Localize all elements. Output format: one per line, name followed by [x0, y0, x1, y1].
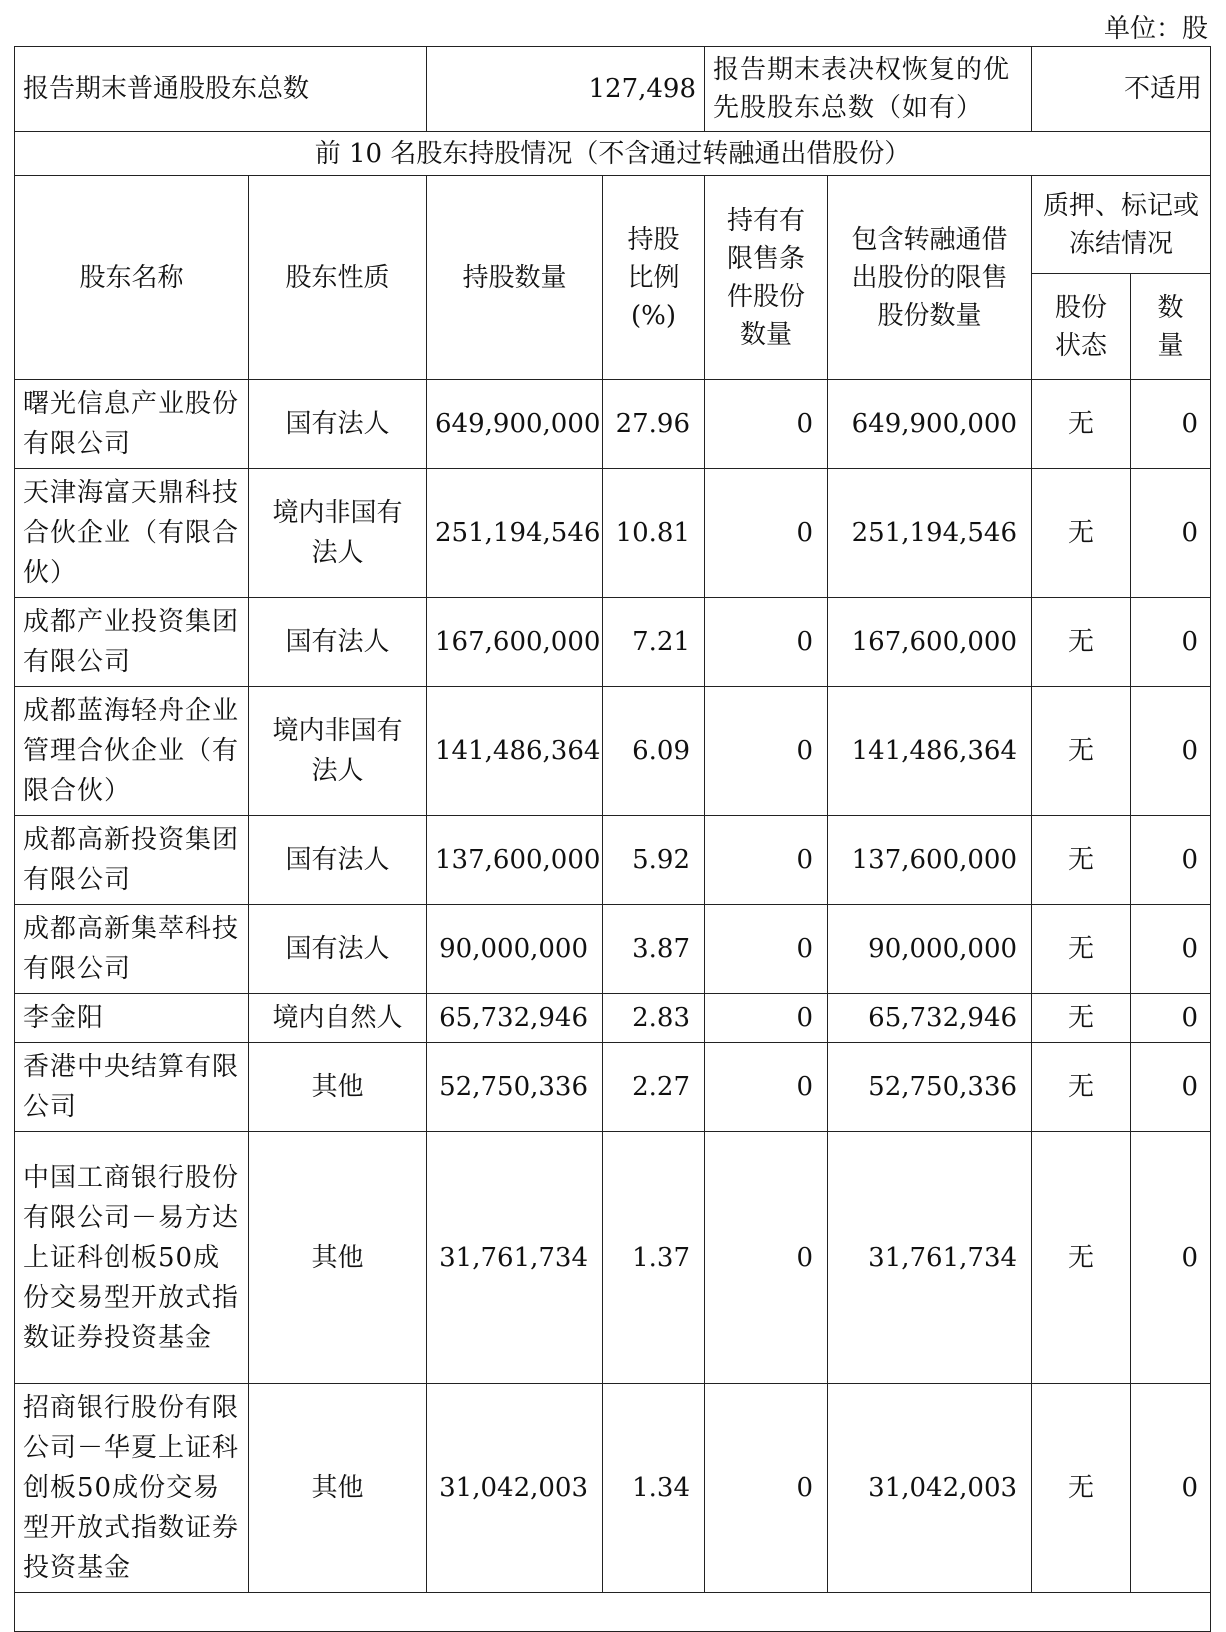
restricted-shares: 0	[705, 1043, 828, 1132]
pledge-status: 无	[1032, 1043, 1131, 1132]
section-title-row	[15, 132, 1211, 176]
header-restricted: 持有有限售条件股份数量	[705, 176, 828, 380]
pledge-status: 无	[1032, 816, 1131, 905]
shareholder-name: 香港中央结算有限公司	[15, 1043, 249, 1132]
summary-row	[15, 47, 1211, 132]
share-count: 251,194,546	[427, 469, 603, 598]
shareholder-nature: 其他	[249, 1384, 427, 1593]
shareholder-nature: 国有法人	[249, 598, 427, 687]
restricted-shares: 0	[705, 469, 828, 598]
restricted-shares-incl: 90,000,000	[828, 905, 1032, 994]
pledge-status: 无	[1032, 469, 1131, 598]
restricted-shares-incl: 137,600,000	[828, 816, 1032, 905]
share-ratio: 2.27	[603, 1043, 705, 1132]
share-ratio: 10.81	[603, 469, 705, 598]
table-row	[15, 816, 1211, 905]
pledge-qty: 0	[1131, 598, 1211, 687]
preferred-holders-label: 报告期末表决权恢复的优先股股东总数（如有）	[705, 47, 1032, 132]
header-name: 股东名称	[15, 176, 249, 380]
shareholder-name: 李金阳	[15, 994, 249, 1043]
preferred-holders-value: 不适用	[1032, 47, 1211, 132]
shareholder-name: 天津海富天鼎科技合伙企业（有限合伙）	[15, 469, 249, 598]
share-count: 31,042,003	[427, 1384, 603, 1593]
share-count: 52,750,336	[427, 1043, 603, 1132]
shareholder-nature: 其他	[249, 1043, 427, 1132]
share-ratio: 6.09	[603, 687, 705, 816]
restricted-shares-incl: 141,486,364	[828, 687, 1032, 816]
restricted-shares: 0	[705, 598, 828, 687]
pledge-qty: 0	[1131, 1132, 1211, 1384]
table-row	[15, 380, 1211, 469]
table-row	[15, 905, 1211, 994]
total-holders-label: 报告期末普通股股东总数	[15, 47, 427, 132]
header-restricted-incl: 包含转融通借出股份的限售股份数量	[828, 176, 1032, 380]
table-row	[15, 1384, 1211, 1593]
restricted-shares: 0	[705, 1132, 828, 1384]
pledge-qty: 0	[1131, 469, 1211, 598]
header-nature: 股东性质	[249, 176, 427, 380]
table-row	[15, 994, 1211, 1043]
pledge-qty: 0	[1131, 687, 1211, 816]
cutoff-cell	[15, 1593, 1211, 1632]
restricted-shares: 0	[705, 1384, 828, 1593]
pledge-status: 无	[1032, 598, 1131, 687]
share-ratio: 1.37	[603, 1132, 705, 1384]
table-row	[15, 469, 1211, 598]
restricted-shares: 0	[705, 994, 828, 1043]
header-shares: 持股数量	[427, 176, 603, 380]
header-pledge-status: 股份状态	[1032, 274, 1131, 380]
restricted-shares: 0	[705, 380, 828, 469]
share-ratio: 2.83	[603, 994, 705, 1043]
share-count: 167,600,000	[427, 598, 603, 687]
share-count: 141,486,364	[427, 687, 603, 816]
restricted-shares-incl: 65,732,946	[828, 994, 1032, 1043]
restricted-shares-incl: 167,600,000	[828, 598, 1032, 687]
share-ratio: 27.96	[603, 380, 705, 469]
shareholder-nature: 国有法人	[249, 905, 427, 994]
unit-label: 单位：股	[1103, 14, 1208, 44]
shareholder-name: 成都蓝海轻舟企业管理合伙企业（有限合伙）	[15, 687, 249, 816]
table-row	[15, 687, 1211, 816]
pledge-qty: 0	[1131, 994, 1211, 1043]
share-count: 65,732,946	[427, 994, 603, 1043]
shareholder-name: 成都产业投资集团有限公司	[15, 598, 249, 687]
total-holders-value: 127,498	[427, 47, 705, 132]
pledge-status: 无	[1032, 687, 1131, 816]
pledge-status: 无	[1032, 1132, 1131, 1384]
pledge-status: 无	[1032, 1384, 1131, 1593]
shareholder-name: 中国工商银行股份有限公司－易方达上证科创板50成份交易型开放式指数证券投资基金	[15, 1132, 249, 1384]
shareholder-nature: 国有法人	[249, 380, 427, 469]
restricted-shares-incl: 251,194,546	[828, 469, 1032, 598]
share-ratio: 5.92	[603, 816, 705, 905]
shareholder-nature: 其他	[249, 1132, 427, 1384]
pledge-qty: 0	[1131, 905, 1211, 994]
pledge-status: 无	[1032, 380, 1131, 469]
pledge-status: 无	[1032, 905, 1131, 994]
shareholder-name: 成都高新投资集团有限公司	[15, 816, 249, 905]
restricted-shares-incl: 649,900,000	[828, 380, 1032, 469]
pledge-qty: 0	[1131, 380, 1211, 469]
restricted-shares: 0	[705, 687, 828, 816]
restricted-shares-incl: 31,761,734	[828, 1132, 1032, 1384]
table-row	[15, 1132, 1211, 1384]
section-title: 前 10 名股东持股情况（不含通过转融通出借股份）	[15, 132, 1211, 176]
pledge-qty: 0	[1131, 1043, 1211, 1132]
pledge-status: 无	[1032, 994, 1131, 1043]
restricted-shares: 0	[705, 816, 828, 905]
table-row	[15, 1043, 1211, 1132]
pledge-qty: 0	[1131, 816, 1211, 905]
shareholder-nature: 国有法人	[249, 816, 427, 905]
shareholder-nature: 境内非国有法人	[249, 469, 427, 598]
header-row	[15, 176, 1211, 274]
shareholder-name: 曙光信息产业股份有限公司	[15, 380, 249, 469]
share-count: 137,600,000	[427, 816, 603, 905]
pledge-qty: 0	[1131, 1384, 1211, 1593]
share-count: 31,761,734	[427, 1132, 603, 1384]
share-count: 90,000,000	[427, 905, 603, 994]
restricted-shares-incl: 52,750,336	[828, 1043, 1032, 1132]
shareholder-name: 成都高新集萃科技有限公司	[15, 905, 249, 994]
table-row	[15, 598, 1211, 687]
share-ratio: 1.34	[603, 1384, 705, 1593]
shareholder-nature: 境内非国有法人	[249, 687, 427, 816]
shareholder-nature: 境内自然人	[249, 994, 427, 1043]
header-pledge-qty: 数量	[1131, 274, 1211, 380]
restricted-shares-incl: 31,042,003	[828, 1384, 1032, 1593]
shareholder-table	[14, 46, 1211, 1632]
header-pledge-group: 质押、标记或冻结情况	[1032, 176, 1211, 274]
header-ratio: 持股比例(%)	[603, 176, 705, 380]
restricted-shares: 0	[705, 905, 828, 994]
share-ratio: 7.21	[603, 598, 705, 687]
share-count: 649,900,000	[427, 380, 603, 469]
share-ratio: 3.87	[603, 905, 705, 994]
cutoff-row	[15, 1593, 1211, 1632]
shareholder-name: 招商银行股份有限公司－华夏上证科创板50成份交易型开放式指数证券投资基金	[15, 1384, 249, 1593]
